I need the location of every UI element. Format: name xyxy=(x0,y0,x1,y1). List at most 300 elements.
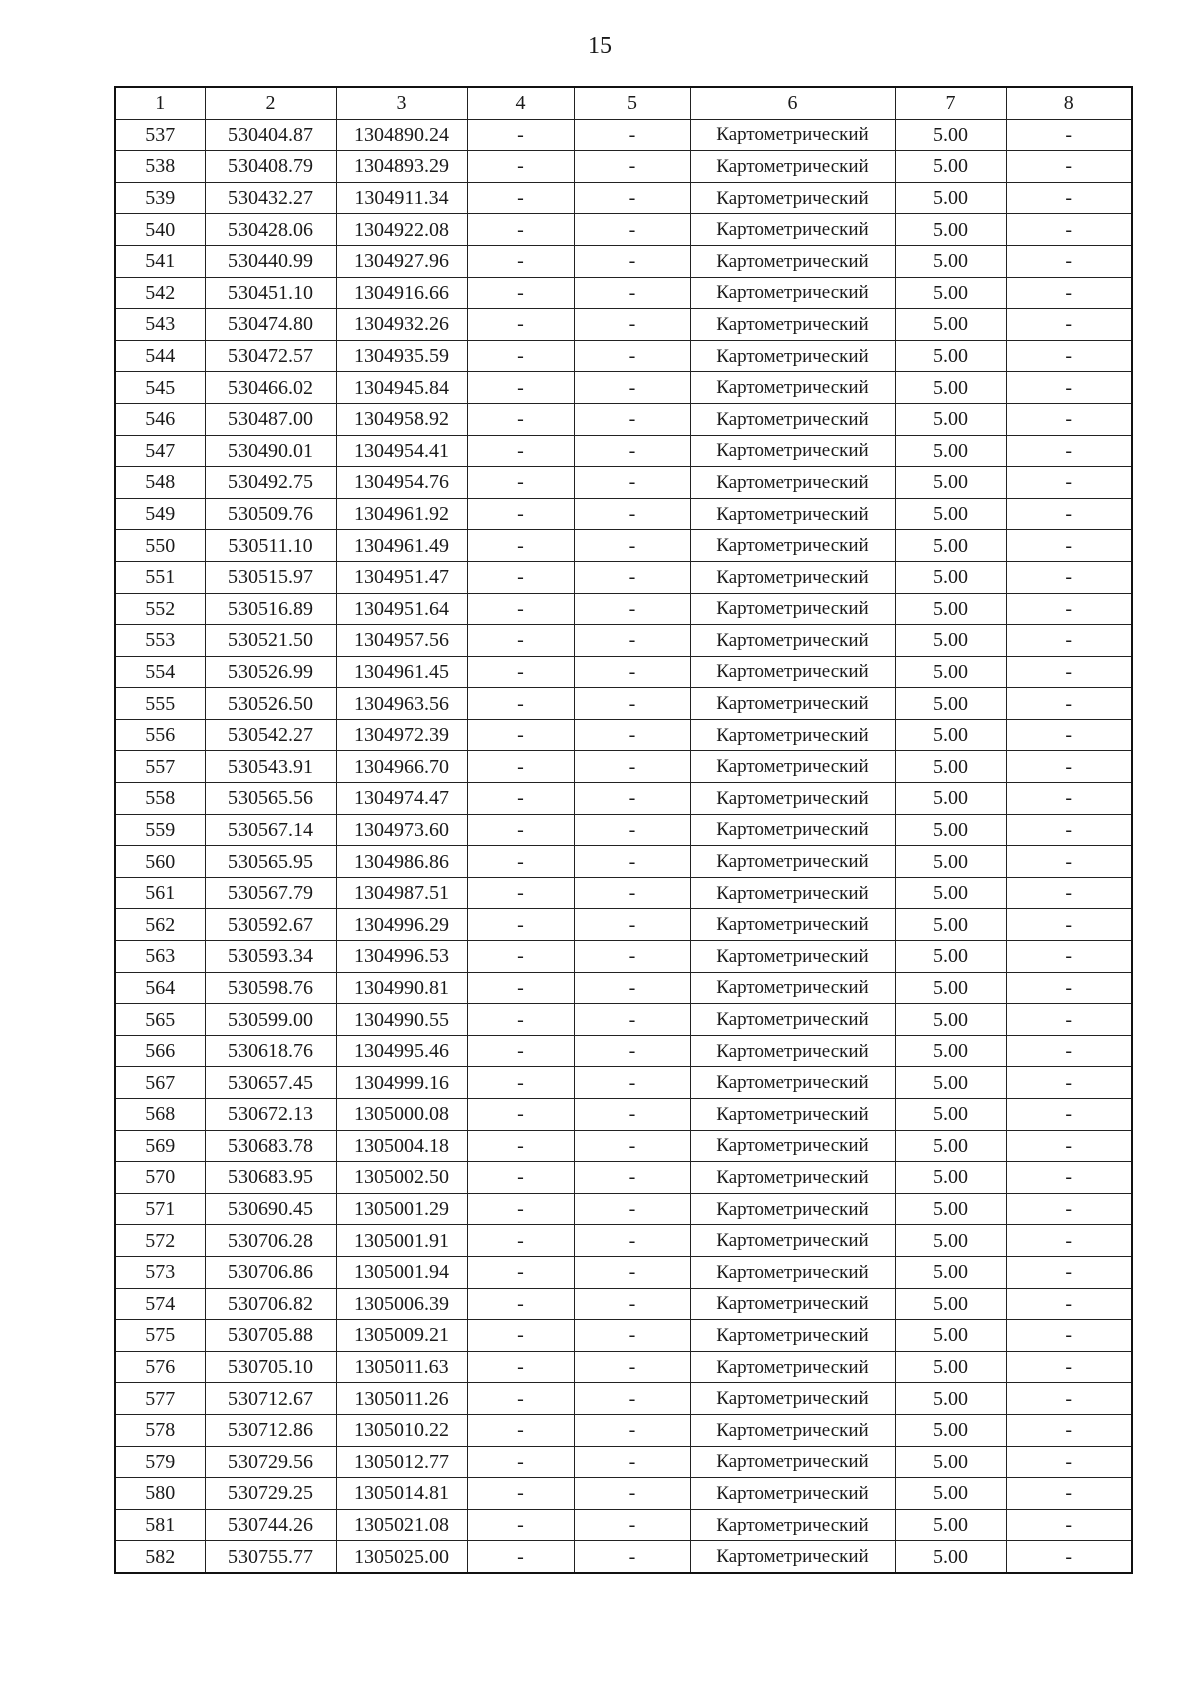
method-cell: Картометрический xyxy=(690,972,895,1004)
y-coordinate-cell: 1304986.86 xyxy=(336,846,467,878)
column-4-cell: - xyxy=(467,1256,574,1288)
column-4-cell: - xyxy=(467,1541,574,1573)
column-4-cell: - xyxy=(467,1509,574,1541)
x-coordinate-cell: 530474.80 xyxy=(205,309,336,341)
column-header: 1 xyxy=(115,87,205,119)
table-row xyxy=(115,814,1132,846)
point-number-cell: 565 xyxy=(115,1004,205,1036)
table-row xyxy=(115,1035,1132,1067)
column-5-cell: - xyxy=(574,151,690,183)
accuracy-cell: 5.00 xyxy=(895,1541,1006,1573)
method-cell: Картометрический xyxy=(690,340,895,372)
accuracy-cell: 5.00 xyxy=(895,846,1006,878)
accuracy-cell: 5.00 xyxy=(895,656,1006,688)
point-number-cell: 557 xyxy=(115,751,205,783)
table-row xyxy=(115,1256,1132,1288)
table-body xyxy=(115,119,1132,1573)
x-coordinate-cell: 530404.87 xyxy=(205,119,336,151)
table-row xyxy=(115,1193,1132,1225)
method-cell: Картометрический xyxy=(690,1414,895,1446)
x-coordinate-cell: 530543.91 xyxy=(205,751,336,783)
column-5-cell: - xyxy=(574,783,690,815)
table-row xyxy=(115,340,1132,372)
column-8-cell: - xyxy=(1006,814,1132,846)
column-8-cell: - xyxy=(1006,1193,1132,1225)
y-coordinate-cell: 1304951.47 xyxy=(336,561,467,593)
accuracy-cell: 5.00 xyxy=(895,1099,1006,1131)
column-4-cell: - xyxy=(467,1288,574,1320)
point-number-cell: 559 xyxy=(115,814,205,846)
column-4-cell: - xyxy=(467,1035,574,1067)
column-4-cell: - xyxy=(467,1320,574,1352)
column-5-cell: - xyxy=(574,688,690,720)
accuracy-cell: 5.00 xyxy=(895,1067,1006,1099)
point-number-cell: 546 xyxy=(115,403,205,435)
column-5-cell: - xyxy=(574,593,690,625)
accuracy-cell: 5.00 xyxy=(895,783,1006,815)
table-row xyxy=(115,530,1132,562)
x-coordinate-cell: 530565.95 xyxy=(205,846,336,878)
column-8-cell: - xyxy=(1006,1162,1132,1194)
x-coordinate-cell: 530428.06 xyxy=(205,214,336,246)
accuracy-cell: 5.00 xyxy=(895,1351,1006,1383)
column-5-cell: - xyxy=(574,656,690,688)
column-5-cell: - xyxy=(574,1351,690,1383)
column-4-cell: - xyxy=(467,814,574,846)
y-coordinate-cell: 1304961.49 xyxy=(336,530,467,562)
method-cell: Картометрический xyxy=(690,1099,895,1131)
column-8-cell: - xyxy=(1006,1446,1132,1478)
accuracy-cell: 5.00 xyxy=(895,1130,1006,1162)
point-number-cell: 578 xyxy=(115,1414,205,1446)
column-8-cell: - xyxy=(1006,1320,1132,1352)
point-number-cell: 574 xyxy=(115,1288,205,1320)
method-cell: Картометрический xyxy=(690,214,895,246)
x-coordinate-cell: 530712.86 xyxy=(205,1414,336,1446)
accuracy-cell: 5.00 xyxy=(895,1446,1006,1478)
x-coordinate-cell: 530706.86 xyxy=(205,1256,336,1288)
table-row xyxy=(115,1541,1132,1573)
column-4-cell: - xyxy=(467,1478,574,1510)
column-4-cell: - xyxy=(467,435,574,467)
column-4-cell: - xyxy=(467,498,574,530)
y-coordinate-cell: 1305001.94 xyxy=(336,1256,467,1288)
x-coordinate-cell: 530706.28 xyxy=(205,1225,336,1257)
accuracy-cell: 5.00 xyxy=(895,1225,1006,1257)
x-coordinate-cell: 530705.88 xyxy=(205,1320,336,1352)
point-number-cell: 539 xyxy=(115,182,205,214)
method-cell: Картометрический xyxy=(690,846,895,878)
column-header: 7 xyxy=(895,87,1006,119)
column-8-cell: - xyxy=(1006,941,1132,973)
column-5-cell: - xyxy=(574,245,690,277)
column-5-cell: - xyxy=(574,625,690,657)
y-coordinate-cell: 1304916.66 xyxy=(336,277,467,309)
point-number-cell: 568 xyxy=(115,1099,205,1131)
y-coordinate-cell: 1305000.08 xyxy=(336,1099,467,1131)
method-cell: Картометрический xyxy=(690,719,895,751)
column-header: 8 xyxy=(1006,87,1132,119)
accuracy-cell: 5.00 xyxy=(895,467,1006,499)
point-number-cell: 572 xyxy=(115,1225,205,1257)
column-5-cell: - xyxy=(574,498,690,530)
table-row xyxy=(115,1004,1132,1036)
x-coordinate-cell: 530672.13 xyxy=(205,1099,336,1131)
column-4-cell: - xyxy=(467,1067,574,1099)
method-cell: Картометрический xyxy=(690,277,895,309)
table-row xyxy=(115,498,1132,530)
x-coordinate-cell: 530729.25 xyxy=(205,1478,336,1510)
method-cell: Картометрический xyxy=(690,656,895,688)
method-cell: Картометрический xyxy=(690,530,895,562)
x-coordinate-cell: 530516.89 xyxy=(205,593,336,625)
point-number-cell: 545 xyxy=(115,372,205,404)
accuracy-cell: 5.00 xyxy=(895,435,1006,467)
column-8-cell: - xyxy=(1006,909,1132,941)
column-header: 6 xyxy=(690,87,895,119)
y-coordinate-cell: 1305021.08 xyxy=(336,1509,467,1541)
method-cell: Картометрический xyxy=(690,814,895,846)
column-8-cell: - xyxy=(1006,151,1132,183)
y-coordinate-cell: 1304973.60 xyxy=(336,814,467,846)
x-coordinate-cell: 530592.67 xyxy=(205,909,336,941)
x-coordinate-cell: 530490.01 xyxy=(205,435,336,467)
y-coordinate-cell: 1304890.24 xyxy=(336,119,467,151)
point-number-cell: 564 xyxy=(115,972,205,1004)
column-4-cell: - xyxy=(467,783,574,815)
method-cell: Картометрический xyxy=(690,1130,895,1162)
column-8-cell: - xyxy=(1006,877,1132,909)
y-coordinate-cell: 1305011.26 xyxy=(336,1383,467,1415)
accuracy-cell: 5.00 xyxy=(895,972,1006,1004)
table-row xyxy=(115,1130,1132,1162)
column-8-cell: - xyxy=(1006,467,1132,499)
y-coordinate-cell: 1304996.53 xyxy=(336,941,467,973)
column-5-cell: - xyxy=(574,119,690,151)
table-row xyxy=(115,656,1132,688)
accuracy-cell: 5.00 xyxy=(895,214,1006,246)
table-row xyxy=(115,593,1132,625)
y-coordinate-cell: 1304961.45 xyxy=(336,656,467,688)
y-coordinate-cell: 1304954.41 xyxy=(336,435,467,467)
column-4-cell: - xyxy=(467,877,574,909)
point-number-cell: 569 xyxy=(115,1130,205,1162)
accuracy-cell: 5.00 xyxy=(895,403,1006,435)
method-cell: Картометрический xyxy=(690,751,895,783)
table-row xyxy=(115,372,1132,404)
point-number-cell: 576 xyxy=(115,1351,205,1383)
column-4-cell: - xyxy=(467,1130,574,1162)
table-row xyxy=(115,688,1132,720)
point-number-cell: 562 xyxy=(115,909,205,941)
column-5-cell: - xyxy=(574,1099,690,1131)
table-row xyxy=(115,625,1132,657)
coordinates-table xyxy=(114,86,1133,1574)
column-4-cell: - xyxy=(467,245,574,277)
accuracy-cell: 5.00 xyxy=(895,909,1006,941)
column-4-cell: - xyxy=(467,214,574,246)
column-5-cell: - xyxy=(574,340,690,372)
accuracy-cell: 5.00 xyxy=(895,561,1006,593)
point-number-cell: 558 xyxy=(115,783,205,815)
table-row xyxy=(115,1414,1132,1446)
method-cell: Картометрический xyxy=(690,435,895,467)
column-5-cell: - xyxy=(574,372,690,404)
x-coordinate-cell: 530565.56 xyxy=(205,783,336,815)
y-coordinate-cell: 1305002.50 xyxy=(336,1162,467,1194)
point-number-cell: 567 xyxy=(115,1067,205,1099)
point-number-cell: 566 xyxy=(115,1035,205,1067)
column-8-cell: - xyxy=(1006,1256,1132,1288)
column-header: 2 xyxy=(205,87,336,119)
table-row xyxy=(115,245,1132,277)
column-4-cell: - xyxy=(467,1383,574,1415)
column-8-cell: - xyxy=(1006,1130,1132,1162)
table-row xyxy=(115,182,1132,214)
point-number-cell: 573 xyxy=(115,1256,205,1288)
y-coordinate-cell: 1304996.29 xyxy=(336,909,467,941)
method-cell: Картометрический xyxy=(690,1478,895,1510)
accuracy-cell: 5.00 xyxy=(895,877,1006,909)
table-row xyxy=(115,1509,1132,1541)
column-5-cell: - xyxy=(574,941,690,973)
table-row xyxy=(115,877,1132,909)
method-cell: Картометрический xyxy=(690,941,895,973)
method-cell: Картометрический xyxy=(690,909,895,941)
x-coordinate-cell: 530712.67 xyxy=(205,1383,336,1415)
table-row xyxy=(115,467,1132,499)
column-8-cell: - xyxy=(1006,119,1132,151)
point-number-cell: 542 xyxy=(115,277,205,309)
method-cell: Картометрический xyxy=(690,561,895,593)
accuracy-cell: 5.00 xyxy=(895,941,1006,973)
column-8-cell: - xyxy=(1006,1099,1132,1131)
x-coordinate-cell: 530521.50 xyxy=(205,625,336,657)
method-cell: Картометрический xyxy=(690,403,895,435)
point-number-cell: 543 xyxy=(115,309,205,341)
point-number-cell: 552 xyxy=(115,593,205,625)
table-row xyxy=(115,1099,1132,1131)
column-4-cell: - xyxy=(467,1193,574,1225)
column-5-cell: - xyxy=(574,846,690,878)
column-4-cell: - xyxy=(467,1351,574,1383)
column-8-cell: - xyxy=(1006,435,1132,467)
column-5-cell: - xyxy=(574,1414,690,1446)
method-cell: Картометрический xyxy=(690,309,895,341)
accuracy-cell: 5.00 xyxy=(895,372,1006,404)
page-number: 15 xyxy=(588,33,612,59)
column-4-cell: - xyxy=(467,1414,574,1446)
column-5-cell: - xyxy=(574,751,690,783)
table-row xyxy=(115,846,1132,878)
column-8-cell: - xyxy=(1006,1225,1132,1257)
y-coordinate-cell: 1304935.59 xyxy=(336,340,467,372)
column-4-cell: - xyxy=(467,941,574,973)
table-row xyxy=(115,1225,1132,1257)
table-row xyxy=(115,1351,1132,1383)
x-coordinate-cell: 530598.76 xyxy=(205,972,336,1004)
accuracy-cell: 5.00 xyxy=(895,151,1006,183)
point-number-cell: 550 xyxy=(115,530,205,562)
column-4-cell: - xyxy=(467,119,574,151)
point-number-cell: 549 xyxy=(115,498,205,530)
y-coordinate-cell: 1304995.46 xyxy=(336,1035,467,1067)
y-coordinate-cell: 1304954.76 xyxy=(336,467,467,499)
table-row xyxy=(115,151,1132,183)
point-number-cell: 579 xyxy=(115,1446,205,1478)
table-row xyxy=(115,403,1132,435)
method-cell: Картометрический xyxy=(690,783,895,815)
accuracy-cell: 5.00 xyxy=(895,1414,1006,1446)
column-5-cell: - xyxy=(574,1383,690,1415)
column-5-cell: - xyxy=(574,1288,690,1320)
accuracy-cell: 5.00 xyxy=(895,1004,1006,1036)
accuracy-cell: 5.00 xyxy=(895,119,1006,151)
table-row xyxy=(115,1067,1132,1099)
y-coordinate-cell: 1304922.08 xyxy=(336,214,467,246)
y-coordinate-cell: 1304957.56 xyxy=(336,625,467,657)
y-coordinate-cell: 1304972.39 xyxy=(336,719,467,751)
table-row xyxy=(115,277,1132,309)
x-coordinate-cell: 530542.27 xyxy=(205,719,336,751)
method-cell: Картометрический xyxy=(690,498,895,530)
x-coordinate-cell: 530705.10 xyxy=(205,1351,336,1383)
accuracy-cell: 5.00 xyxy=(895,1193,1006,1225)
point-number-cell: 551 xyxy=(115,561,205,593)
y-coordinate-cell: 1305012.77 xyxy=(336,1446,467,1478)
column-8-cell: - xyxy=(1006,1478,1132,1510)
table-row xyxy=(115,561,1132,593)
table-row xyxy=(115,309,1132,341)
method-cell: Картометрический xyxy=(690,372,895,404)
x-coordinate-cell: 530526.99 xyxy=(205,656,336,688)
column-8-cell: - xyxy=(1006,751,1132,783)
column-5-cell: - xyxy=(574,1541,690,1573)
column-8-cell: - xyxy=(1006,1351,1132,1383)
column-5-cell: - xyxy=(574,530,690,562)
method-cell: Картометрический xyxy=(690,119,895,151)
column-8-cell: - xyxy=(1006,593,1132,625)
x-coordinate-cell: 530466.02 xyxy=(205,372,336,404)
column-4-cell: - xyxy=(467,1446,574,1478)
method-cell: Картометрический xyxy=(690,467,895,499)
y-coordinate-cell: 1305006.39 xyxy=(336,1288,467,1320)
column-8-cell: - xyxy=(1006,719,1132,751)
table-header-row xyxy=(115,87,1132,119)
point-number-cell: 570 xyxy=(115,1162,205,1194)
accuracy-cell: 5.00 xyxy=(895,530,1006,562)
point-number-cell: 547 xyxy=(115,435,205,467)
point-number-cell: 582 xyxy=(115,1541,205,1573)
column-8-cell: - xyxy=(1006,182,1132,214)
column-4-cell: - xyxy=(467,403,574,435)
column-8-cell: - xyxy=(1006,309,1132,341)
accuracy-cell: 5.00 xyxy=(895,1383,1006,1415)
column-5-cell: - xyxy=(574,1320,690,1352)
column-4-cell: - xyxy=(467,277,574,309)
column-5-cell: - xyxy=(574,182,690,214)
x-coordinate-cell: 530509.76 xyxy=(205,498,336,530)
column-8-cell: - xyxy=(1006,1414,1132,1446)
accuracy-cell: 5.00 xyxy=(895,625,1006,657)
table-row xyxy=(115,214,1132,246)
column-4-cell: - xyxy=(467,1225,574,1257)
accuracy-cell: 5.00 xyxy=(895,751,1006,783)
table-row xyxy=(115,972,1132,1004)
column-5-cell: - xyxy=(574,972,690,1004)
table-row xyxy=(115,719,1132,751)
x-coordinate-cell: 530511.10 xyxy=(205,530,336,562)
point-number-cell: 537 xyxy=(115,119,205,151)
column-5-cell: - xyxy=(574,1509,690,1541)
x-coordinate-cell: 530492.75 xyxy=(205,467,336,499)
y-coordinate-cell: 1304927.96 xyxy=(336,245,467,277)
accuracy-cell: 5.00 xyxy=(895,1162,1006,1194)
x-coordinate-cell: 530451.10 xyxy=(205,277,336,309)
method-cell: Картометрический xyxy=(690,1162,895,1194)
column-8-cell: - xyxy=(1006,1004,1132,1036)
column-header: 3 xyxy=(336,87,467,119)
column-4-cell: - xyxy=(467,309,574,341)
column-8-cell: - xyxy=(1006,1541,1132,1573)
point-number-cell: 540 xyxy=(115,214,205,246)
point-number-cell: 577 xyxy=(115,1383,205,1415)
y-coordinate-cell: 1305009.21 xyxy=(336,1320,467,1352)
column-4-cell: - xyxy=(467,530,574,562)
column-4-cell: - xyxy=(467,182,574,214)
column-4-cell: - xyxy=(467,340,574,372)
y-coordinate-cell: 1305001.91 xyxy=(336,1225,467,1257)
accuracy-cell: 5.00 xyxy=(895,277,1006,309)
column-5-cell: - xyxy=(574,909,690,941)
column-5-cell: - xyxy=(574,877,690,909)
x-coordinate-cell: 530706.82 xyxy=(205,1288,336,1320)
point-number-cell: 571 xyxy=(115,1193,205,1225)
table-row xyxy=(115,1446,1132,1478)
x-coordinate-cell: 530593.34 xyxy=(205,941,336,973)
table-row xyxy=(115,909,1132,941)
accuracy-cell: 5.00 xyxy=(895,1509,1006,1541)
x-coordinate-cell: 530690.45 xyxy=(205,1193,336,1225)
method-cell: Картометрический xyxy=(690,1288,895,1320)
table-row xyxy=(115,1288,1132,1320)
y-coordinate-cell: 1304990.81 xyxy=(336,972,467,1004)
column-8-cell: - xyxy=(1006,972,1132,1004)
table-row xyxy=(115,119,1132,151)
x-coordinate-cell: 530440.99 xyxy=(205,245,336,277)
y-coordinate-cell: 1305014.81 xyxy=(336,1478,467,1510)
column-4-cell: - xyxy=(467,561,574,593)
accuracy-cell: 5.00 xyxy=(895,1288,1006,1320)
column-5-cell: - xyxy=(574,309,690,341)
point-number-cell: 561 xyxy=(115,877,205,909)
x-coordinate-cell: 530526.50 xyxy=(205,688,336,720)
column-8-cell: - xyxy=(1006,340,1132,372)
point-number-cell: 548 xyxy=(115,467,205,499)
y-coordinate-cell: 1304961.92 xyxy=(336,498,467,530)
x-coordinate-cell: 530683.95 xyxy=(205,1162,336,1194)
x-coordinate-cell: 530567.14 xyxy=(205,814,336,846)
column-5-cell: - xyxy=(574,277,690,309)
accuracy-cell: 5.00 xyxy=(895,719,1006,751)
column-4-cell: - xyxy=(467,372,574,404)
column-8-cell: - xyxy=(1006,1288,1132,1320)
x-coordinate-cell: 530408.79 xyxy=(205,151,336,183)
accuracy-cell: 5.00 xyxy=(895,340,1006,372)
y-coordinate-cell: 1304958.92 xyxy=(336,403,467,435)
accuracy-cell: 5.00 xyxy=(895,688,1006,720)
point-number-cell: 581 xyxy=(115,1509,205,1541)
